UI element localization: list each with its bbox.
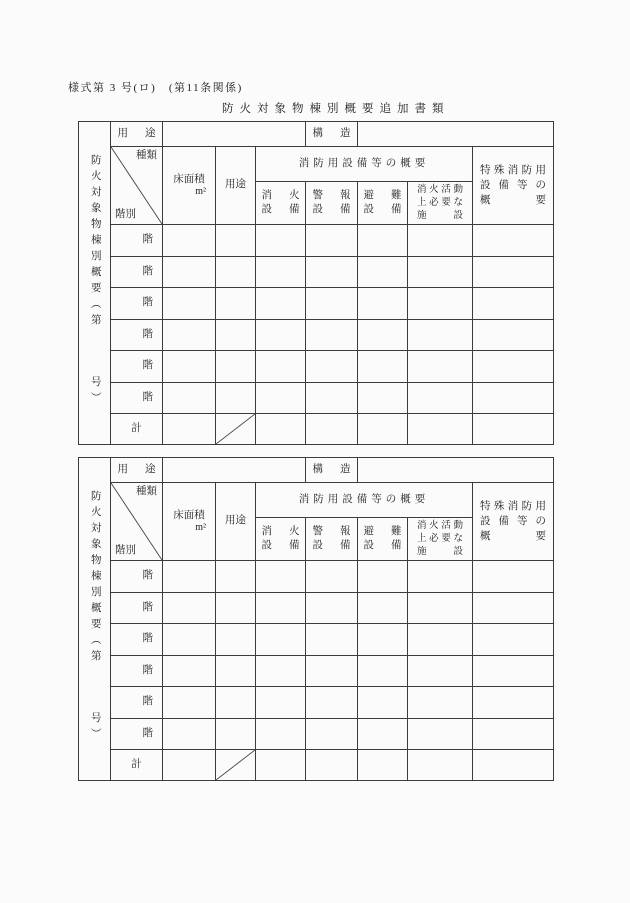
evacuation-cell <box>358 288 408 320</box>
alarm-cell <box>306 656 358 687</box>
special-equipment-header-cell <box>473 483 554 561</box>
firefighting-facility-header <box>417 184 463 223</box>
evacuation-cell <box>358 225 408 257</box>
special-equipment-header <box>480 163 546 208</box>
side-label-top-text: 防火対象物棟別概要（第 <box>89 154 101 330</box>
fire-extinguishing-cell <box>256 225 306 257</box>
kind-floor-corner-cell <box>111 483 163 561</box>
special-equipment-cell <box>473 351 554 383</box>
floor-row <box>79 561 554 593</box>
special-equipment-cell <box>473 561 554 593</box>
floor-row-label-cell: 階 <box>111 383 163 414</box>
floor-row <box>79 351 554 383</box>
special-equipment-line: 特殊消防用 <box>480 165 547 176</box>
floor-row <box>79 624 554 656</box>
floor-row-label-cell: 階 <box>111 561 163 593</box>
header-line: 警報 <box>312 189 351 201</box>
floor-row <box>79 719 554 750</box>
side-label-top-text: 防火対象物棟別概要（第 <box>89 490 101 666</box>
use-label: 用途 <box>117 127 156 139</box>
evacuation-cell <box>358 257 408 288</box>
use-structure-row <box>79 458 554 483</box>
alarm-header-cell <box>306 518 358 561</box>
header-line: 消火活動 <box>417 184 464 195</box>
header-line: 上必要な <box>417 533 464 544</box>
floor-row-label-cell: 階 <box>111 687 163 719</box>
floor-area-header <box>169 509 209 534</box>
total-row-label-cell: 計 <box>111 750 163 781</box>
floor-row <box>79 320 554 351</box>
floor-area-header-cell <box>163 147 216 225</box>
floor-row <box>79 383 554 414</box>
floor-row-label-cell: 階 <box>111 320 163 351</box>
firefighting-facility-header-cell <box>408 518 473 561</box>
firefighting-facility-cell <box>408 257 473 288</box>
evacuation-cell <box>358 719 408 750</box>
use-label-cell <box>111 122 163 147</box>
use-header-cell: 用途 <box>216 147 256 225</box>
kind-label: 種類 <box>136 150 157 161</box>
fire-extinguishing-total-cell <box>256 414 306 445</box>
evacuation-cell <box>358 351 408 383</box>
use-cell <box>216 320 256 351</box>
firefighting-facility-header <box>417 520 463 559</box>
floor-area-cell <box>163 288 216 320</box>
evacuation-header-cell <box>358 518 408 561</box>
evacuation-cell <box>358 656 408 687</box>
floor-area-total-cell <box>163 750 216 781</box>
header-line: 避難 <box>363 525 402 537</box>
header-group-row <box>79 147 554 182</box>
header-line: 消火 <box>261 525 300 537</box>
use-label: 用途 <box>117 463 156 475</box>
floor-row <box>79 225 554 257</box>
header-line: 設備 <box>261 540 300 551</box>
evacuation-cell <box>358 687 408 719</box>
special-equipment-cell <box>473 320 554 351</box>
evacuation-total-cell <box>358 414 408 445</box>
header-line: 設備 <box>312 540 351 551</box>
special-equipment-cell <box>473 593 554 624</box>
form-number-text: 様式第 3 号(ロ) (第11条関係) <box>68 82 243 94</box>
special-equipment-header <box>480 499 546 544</box>
total-row <box>79 414 554 445</box>
floor-area-cell <box>163 624 216 656</box>
special-equipment-total-cell <box>473 750 554 781</box>
alarm-cell <box>306 257 358 288</box>
floor-row <box>79 593 554 624</box>
header-line: 上必要な <box>417 197 464 208</box>
header-line: 設備 <box>261 204 300 215</box>
building-summary-table-1 <box>78 121 554 445</box>
special-equipment-cell <box>473 383 554 414</box>
header-line: 施設 <box>417 210 464 221</box>
structure-label-cell <box>306 122 358 147</box>
fire-extinguishing-cell <box>256 624 306 656</box>
floor-area-unit: m² <box>195 186 206 197</box>
floor-area-cell <box>163 257 216 288</box>
use-value-cell <box>163 458 306 483</box>
firefighting-facility-cell <box>408 719 473 750</box>
fire-extinguishing-header-cell <box>256 182 306 225</box>
firefighting-facility-header-cell <box>408 182 473 225</box>
special-equipment-cell <box>473 656 554 687</box>
alarm-header-cell <box>306 182 358 225</box>
fire-extinguishing-cell <box>256 719 306 750</box>
diagonal-line <box>216 414 255 444</box>
floor-area-total-cell <box>163 414 216 445</box>
page-title: 防火対象物棟別概要追加書類 <box>222 103 450 115</box>
header-line: 設備 <box>363 204 402 215</box>
fire-extinguishing-cell <box>256 383 306 414</box>
special-equipment-line: 概要 <box>480 531 547 542</box>
firefighting-facility-cell <box>408 351 473 383</box>
evacuation-cell <box>358 320 408 351</box>
side-label <box>79 122 110 408</box>
floor-row-label-cell: 階 <box>111 624 163 656</box>
special-equipment-header-cell <box>473 147 554 225</box>
floor-row-label-cell: 階 <box>111 719 163 750</box>
special-equipment-cell <box>473 225 554 257</box>
use-cell <box>216 257 256 288</box>
special-equipment-total-cell <box>473 414 554 445</box>
kind-floor-corner-cell <box>111 147 163 225</box>
use-cell <box>216 656 256 687</box>
fire-extinguishing-cell <box>256 561 306 593</box>
side-label <box>79 458 110 744</box>
evacuation-cell <box>358 561 408 593</box>
floor-area-cell <box>163 687 216 719</box>
header-line: 設備 <box>312 204 351 215</box>
fire-extinguishing-cell <box>256 257 306 288</box>
alarm-header <box>313 189 351 218</box>
alarm-cell <box>306 351 358 383</box>
special-equipment-cell <box>473 288 554 320</box>
evacuation-cell <box>358 383 408 414</box>
structure-label: 構造 <box>312 127 351 139</box>
firefighting-facility-cell <box>408 383 473 414</box>
floor-row-label-cell: 階 <box>111 225 163 257</box>
header-line: 設備 <box>363 540 402 551</box>
alarm-cell <box>306 561 358 593</box>
evacuation-header <box>364 189 402 218</box>
fire-extinguishing-cell <box>256 593 306 624</box>
firefighting-facility-cell <box>408 687 473 719</box>
floor-area-header-cell <box>163 483 216 561</box>
evacuation-header-cell <box>358 182 408 225</box>
firefighting-facility-cell <box>408 561 473 593</box>
floor-area-cell <box>163 719 216 750</box>
special-equipment-line: 設備等の <box>480 516 547 527</box>
equipment-group-header-cell: 消防用設備等の概要 <box>256 483 473 518</box>
firefighting-facility-cell <box>408 624 473 656</box>
firefighting-facility-total-cell <box>408 750 473 781</box>
floor-kind-label: 階別 <box>115 209 136 220</box>
firefighting-facility-cell <box>408 288 473 320</box>
alarm-cell <box>306 719 358 750</box>
alarm-total-cell <box>306 750 358 781</box>
floor-row-label-cell: 階 <box>111 351 163 383</box>
alarm-cell <box>306 624 358 656</box>
fire-extinguishing-cell <box>256 687 306 719</box>
fire-extinguishing-header <box>262 525 300 554</box>
alarm-header <box>313 525 351 554</box>
fire-extinguishing-total-cell <box>256 750 306 781</box>
use-cell <box>216 561 256 593</box>
floor-row-label-cell: 階 <box>111 257 163 288</box>
firefighting-facility-cell <box>408 225 473 257</box>
floor-area-cell <box>163 383 216 414</box>
side-label-cell <box>79 458 111 781</box>
header-line: 施設 <box>417 546 464 557</box>
alarm-cell <box>306 225 358 257</box>
side-label-cell <box>79 122 111 445</box>
floor-area-cell <box>163 320 216 351</box>
side-label-bottom-text: 号） <box>89 376 101 408</box>
evacuation-cell <box>358 624 408 656</box>
use-total-diagonal-cell <box>216 750 256 781</box>
structure-value-cell <box>358 458 554 483</box>
fire-extinguishing-cell <box>256 288 306 320</box>
use-cell <box>216 687 256 719</box>
floor-area-header <box>169 173 209 198</box>
fire-extinguishing-cell <box>256 320 306 351</box>
floor-row <box>79 288 554 320</box>
floor-area-label: 床面積 <box>173 174 205 185</box>
floor-area-label: 床面積 <box>173 510 205 521</box>
alarm-cell <box>306 288 358 320</box>
use-label-cell <box>111 458 163 483</box>
special-equipment-cell <box>473 719 554 750</box>
alarm-cell <box>306 593 358 624</box>
use-cell <box>216 288 256 320</box>
use-value-cell <box>163 122 306 147</box>
firefighting-facility-total-cell <box>408 414 473 445</box>
fire-extinguishing-cell <box>256 656 306 687</box>
floor-area-cell <box>163 351 216 383</box>
special-equipment-cell <box>473 624 554 656</box>
building-summary-table-2 <box>78 457 554 781</box>
special-equipment-line: 概要 <box>480 195 547 206</box>
floor-kind-label: 階別 <box>115 545 136 556</box>
special-equipment-cell <box>473 687 554 719</box>
use-cell <box>216 351 256 383</box>
total-row <box>79 750 554 781</box>
alarm-cell <box>306 383 358 414</box>
use-cell <box>216 593 256 624</box>
structure-label: 構造 <box>312 463 351 475</box>
firefighting-facility-cell <box>408 593 473 624</box>
floor-area-unit: m² <box>195 522 206 533</box>
floor-area-cell <box>163 656 216 687</box>
use-structure-row <box>79 122 554 147</box>
total-row-label-cell: 計 <box>111 414 163 445</box>
use-cell <box>216 719 256 750</box>
header-line: 警報 <box>312 525 351 537</box>
alarm-total-cell <box>306 414 358 445</box>
use-cell <box>216 624 256 656</box>
floor-row <box>79 656 554 687</box>
use-cell <box>216 383 256 414</box>
header-group-row <box>79 483 554 518</box>
special-equipment-cell <box>473 257 554 288</box>
floor-area-cell <box>163 225 216 257</box>
fire-extinguishing-header-cell <box>256 518 306 561</box>
structure-value-cell <box>358 122 554 147</box>
special-equipment-line: 特殊消防用 <box>480 501 547 512</box>
evacuation-total-cell <box>358 750 408 781</box>
equipment-group-header-cell: 消防用設備等の概要 <box>256 147 473 182</box>
floor-area-cell <box>163 593 216 624</box>
diagonal-line <box>216 750 255 780</box>
alarm-cell <box>306 687 358 719</box>
use-total-diagonal-cell <box>216 414 256 445</box>
firefighting-facility-cell <box>408 656 473 687</box>
floor-row <box>79 687 554 719</box>
floor-row-label-cell: 階 <box>111 656 163 687</box>
header-line: 消火 <box>261 189 300 201</box>
floor-row-label-cell: 階 <box>111 288 163 320</box>
use-cell <box>216 225 256 257</box>
header-line: 消火活動 <box>417 520 464 531</box>
evacuation-header <box>364 525 402 554</box>
fire-extinguishing-header <box>262 189 300 218</box>
alarm-cell <box>306 320 358 351</box>
floor-area-cell <box>163 561 216 593</box>
firefighting-facility-cell <box>408 320 473 351</box>
special-equipment-line: 設備等の <box>480 180 547 191</box>
side-label-bottom-text: 号） <box>89 712 101 744</box>
use-header-cell: 用途 <box>216 483 256 561</box>
evacuation-cell <box>358 593 408 624</box>
floor-row <box>79 257 554 288</box>
structure-label-cell <box>306 458 358 483</box>
floor-row-label-cell: 階 <box>111 593 163 624</box>
header-line: 避難 <box>363 189 402 201</box>
kind-label: 種類 <box>136 486 157 497</box>
fire-extinguishing-cell <box>256 351 306 383</box>
